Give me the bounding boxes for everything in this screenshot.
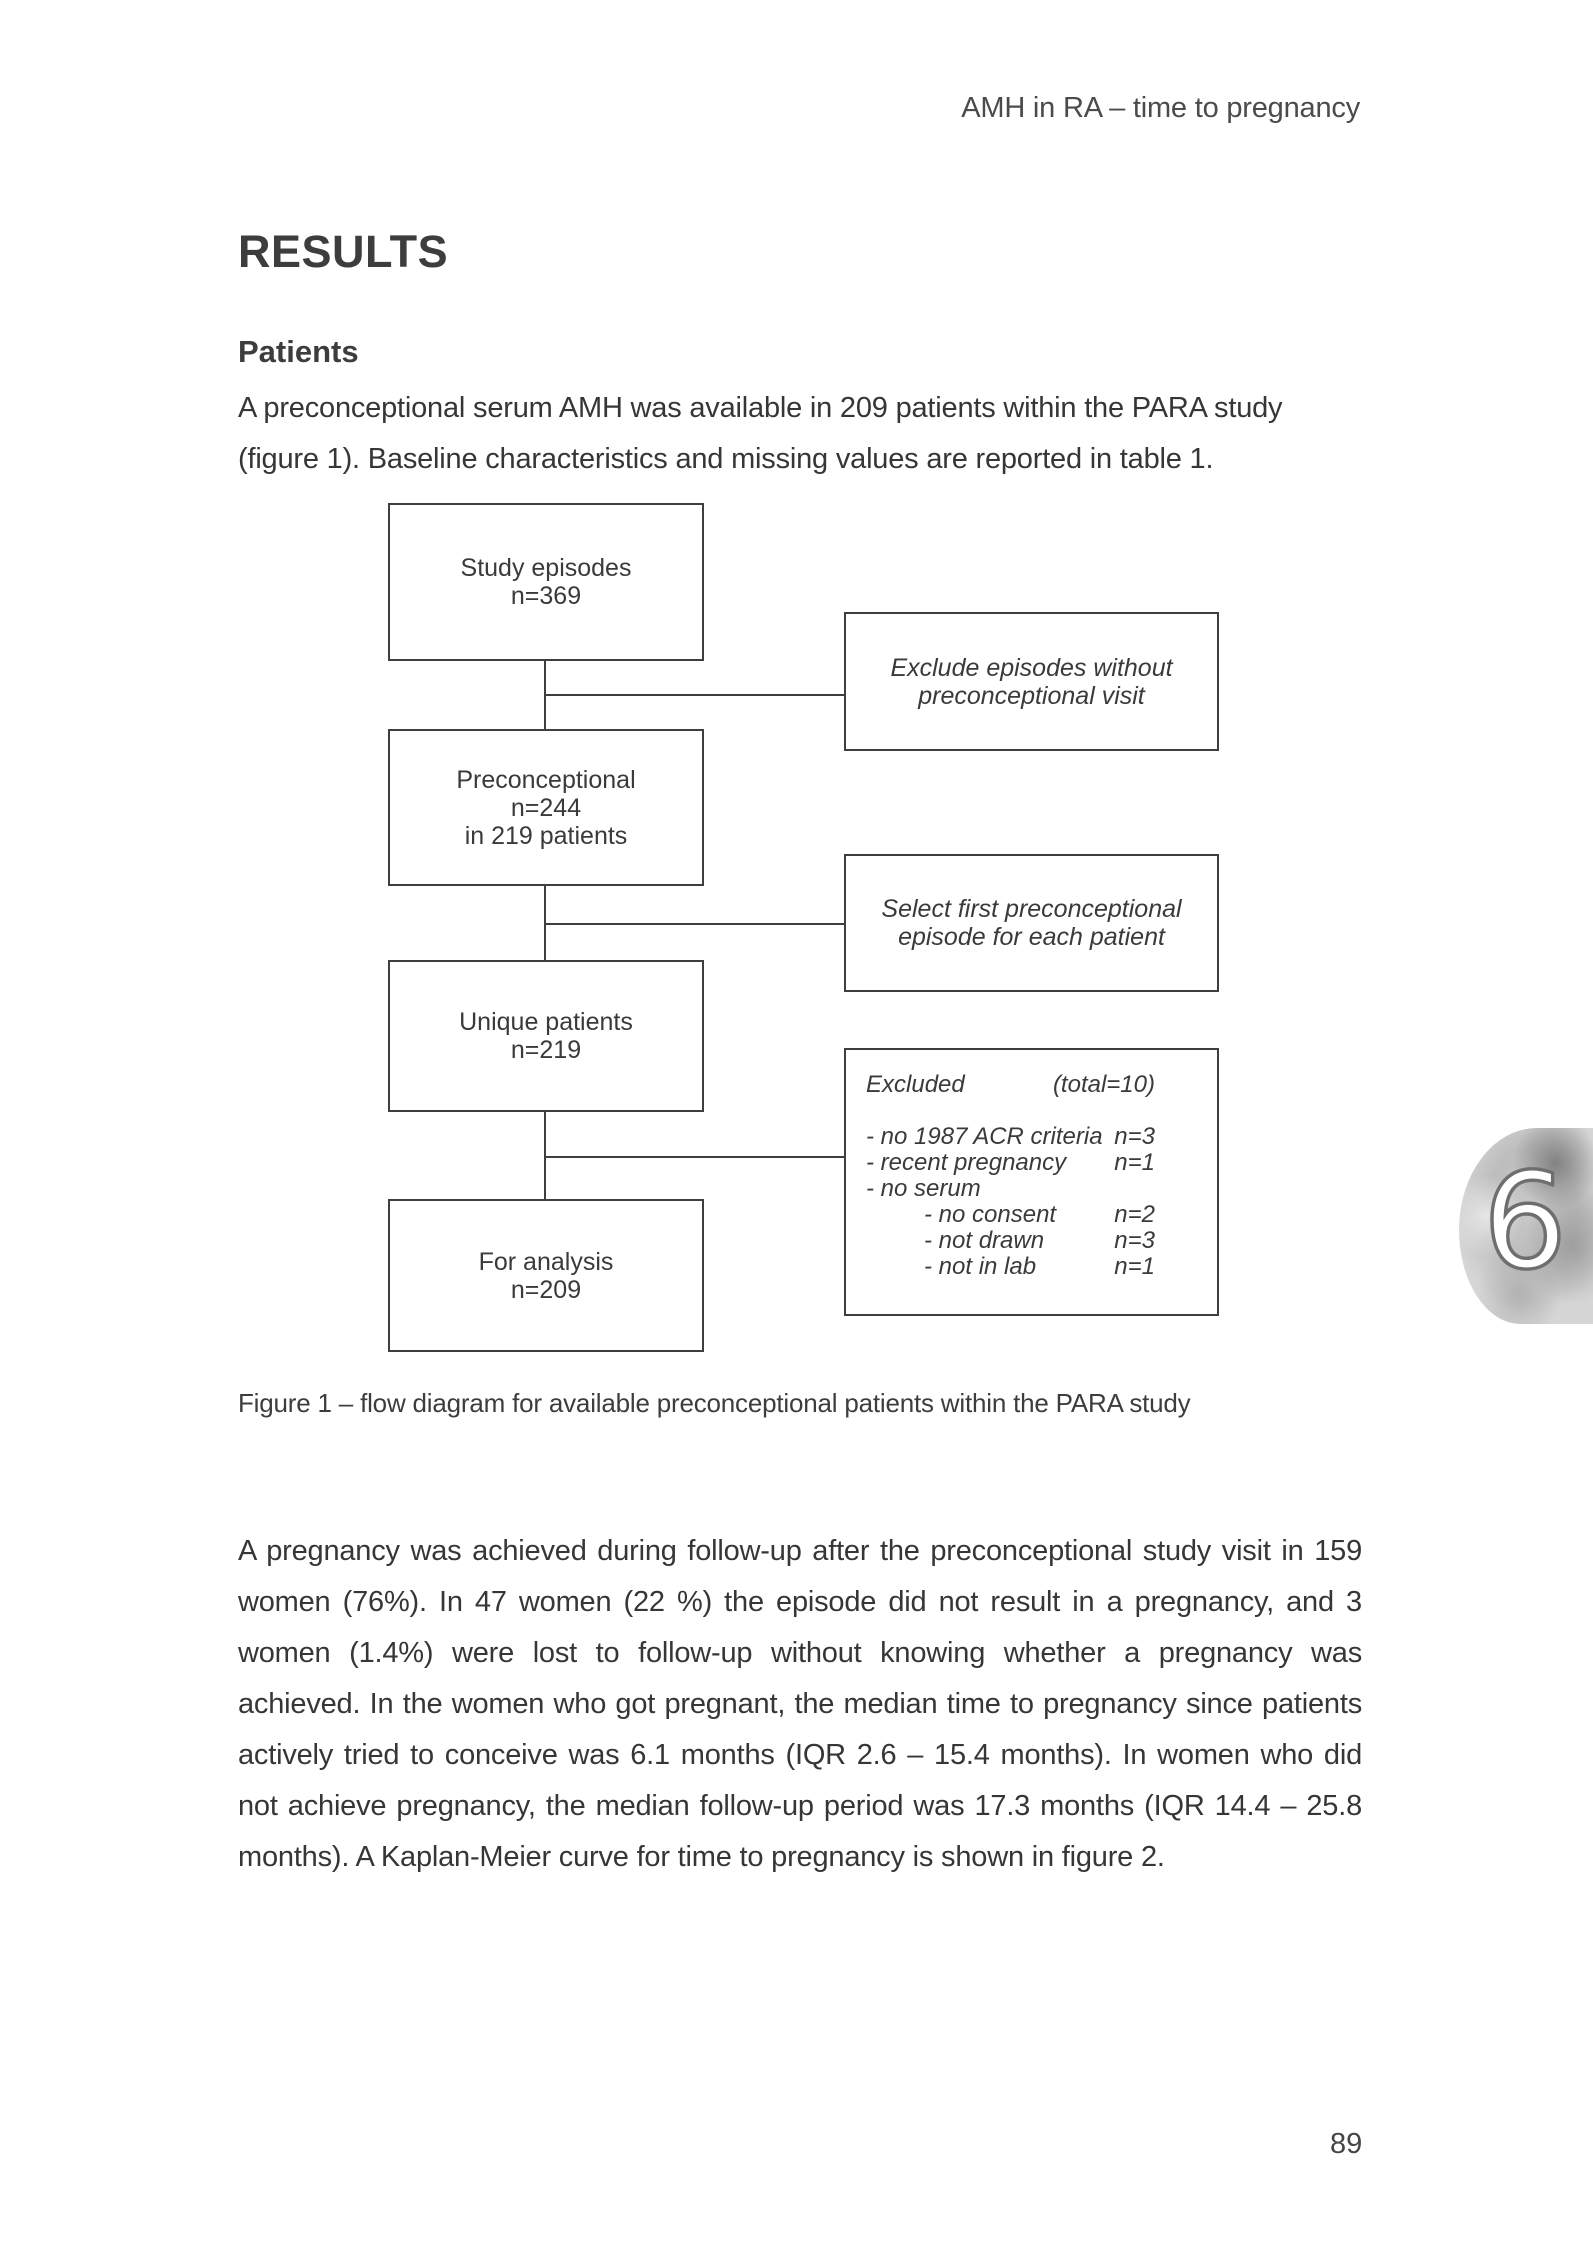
flow-box-line: episode for each patient	[898, 923, 1165, 951]
flow-box-for-analysis	[388, 1199, 704, 1352]
flow-box-line: preconceptional visit	[918, 681, 1145, 710]
excluded-item-count: n=3	[1114, 1227, 1155, 1254]
paragraph-pregnancy-results: A pregnancy was achieved during follow-up after the preconceptional study visit in 159 women (76%). In 47 women (22 %) the episode did not result in a pregnancy, and 3 women (1.4%) were lost to follow-up without knowing whether a pregnancy was achieved. In the women who got pregnant, the median time to pregnancy since patients actively tried to conceive was 6.1 months (IQR 2.6 – 15.4 months). In women who did not achieve pregnancy, the median follow-up period was 17.3 months (IQR 14.4 – 25.8 months). A Kaplan-Meier curve for time to pregnancy is shown in figure 2.	[238, 1535, 1362, 1873]
excluded-item-label: - not in lab	[924, 1253, 1037, 1280]
excluded-item	[866, 1124, 1155, 1150]
excluded-header	[866, 1072, 1155, 1098]
excluded-item	[866, 1254, 1155, 1280]
paragraph-patients: A preconceptional serum AMH was available in 209 patients within the PARA study (figure 1). Baseline characteristics and missing values are reported in table 1.	[238, 392, 1283, 475]
flow-box-line: Unique patients	[459, 1008, 633, 1036]
flow-box-line: n=219	[510, 1036, 582, 1064]
figure-caption: Figure 1 – flow diagram for available preconceptional patients within the PARA study	[238, 1388, 1191, 1418]
excluded-item-label: - no consent	[924, 1201, 1057, 1228]
section-title: RESULTS	[238, 226, 449, 277]
running-header: AMH in RA – time to pregnancy	[961, 92, 1360, 124]
excluded-item-count: n=3	[1114, 1123, 1155, 1150]
flow-box-line: n=209	[510, 1275, 582, 1304]
excluded-item	[866, 1150, 1155, 1176]
flow-box-line: Study episodes	[460, 554, 632, 582]
subsection-title: Patients	[238, 334, 359, 369]
flow-box-line: Select first preconceptional	[881, 895, 1182, 923]
page-number: 89	[1330, 2128, 1363, 2160]
flow-box-line: n=369	[510, 582, 582, 610]
excluded-item	[866, 1228, 1155, 1254]
excluded-title: Excluded	[866, 1071, 965, 1098]
connector-box2-box3	[544, 886, 546, 961]
excluded-item-count: n=1	[1114, 1149, 1155, 1176]
flow-box-line: For analysis	[478, 1247, 614, 1276]
flow-box-line: in 219 patients	[464, 821, 628, 850]
excluded-item-label: - recent pregnancy	[866, 1149, 1067, 1176]
excluded-item-label: - not drawn	[924, 1227, 1045, 1254]
excluded-item-count: n=2	[1114, 1201, 1155, 1228]
flow-box-preconceptional	[388, 729, 704, 886]
flow-box-unique-patients	[388, 960, 704, 1112]
flow-box-excluded-details	[844, 1048, 1219, 1316]
flow-box-study-episodes	[388, 503, 704, 661]
flow-box-exclude-episodes	[844, 612, 1219, 751]
connector-to-exclude-box	[545, 694, 844, 696]
flow-box-line: n=244	[510, 793, 582, 822]
connector-box1-box2	[544, 661, 546, 730]
chapter-thumb-image	[1459, 1128, 1593, 1324]
excluded-item-label: - no 1987 ACR criteria	[866, 1123, 1103, 1150]
flow-box-line: Preconceptional	[456, 765, 636, 794]
excluded-total: (total=10)	[1052, 1071, 1155, 1098]
excluded-item	[866, 1202, 1155, 1228]
connector-to-excluded-details-box	[545, 1156, 844, 1158]
connector-to-select-box	[545, 923, 844, 925]
excluded-item-label: - no serum	[866, 1175, 981, 1202]
excluded-spacer	[866, 1098, 1155, 1124]
flow-box-select-first-episode	[844, 854, 1219, 992]
flow-box-line: Exclude episodes without	[890, 653, 1173, 682]
connector-box3-box4	[544, 1112, 546, 1200]
chapter-number: 6	[1483, 1145, 1567, 1299]
excluded-item	[866, 1176, 1155, 1202]
excluded-item-count: n=1	[1114, 1253, 1155, 1280]
